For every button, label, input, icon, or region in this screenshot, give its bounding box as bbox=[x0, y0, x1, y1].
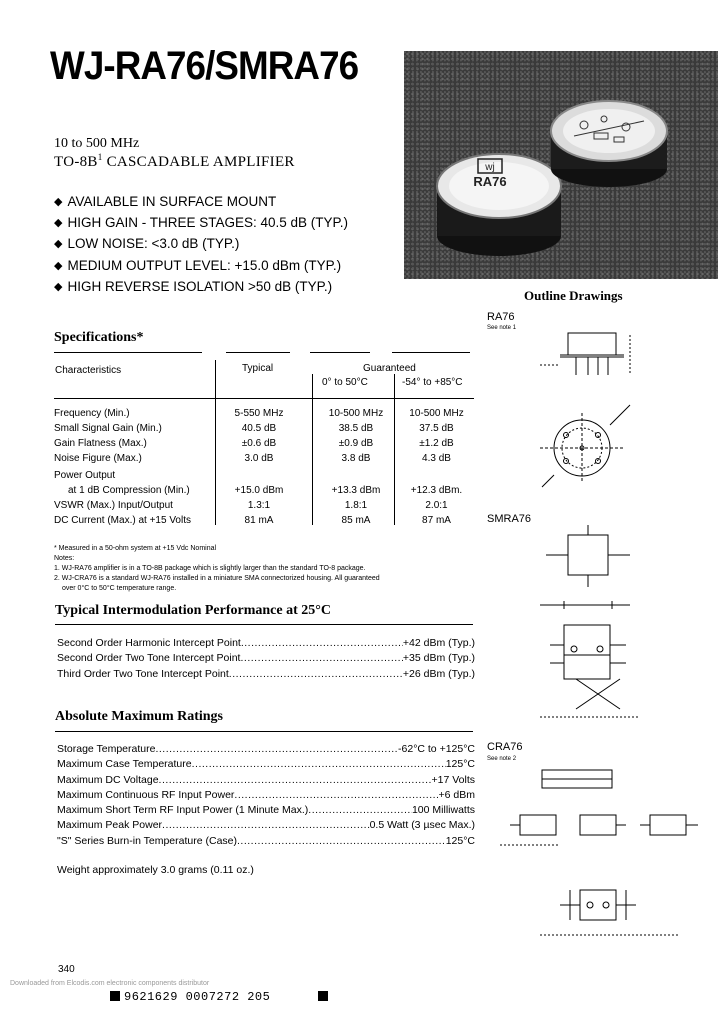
list-item: "S" Series Burn-in Temperature (Case) ..... 125°C bbox=[57, 834, 475, 849]
product-type: $TO-8B^1$ CASCADABLE AMPLIFIER bbox=[54, 152, 295, 170]
feature-item: ◆ MEDIUM OUTPUT LEVEL: +15.0 dBm (TYP.) bbox=[54, 256, 348, 277]
note-line: over 0°C to 50°C temperature range. bbox=[62, 585, 177, 592]
note-line: 2. WJ-CRA76 is a standard WJ-RA76 installed in a miniature SMA connectorized housing. All guaranteed bbox=[54, 575, 380, 582]
outline-drawings bbox=[480, 305, 716, 965]
divider bbox=[392, 352, 470, 353]
spec-table bbox=[54, 360, 474, 530]
list-item: Second Order Harmonic Intercept Point ..... +42 dBm (Typ.) bbox=[57, 636, 475, 651]
table-row: Frequency (Min.) 5-550 MHz 10-500 MHz 10-500 MHz bbox=[54, 408, 464, 419]
outline-heading: Outline Drawings bbox=[524, 288, 623, 303]
col-header-range2: -54° to +85°C bbox=[402, 377, 463, 388]
barcode-mark bbox=[318, 991, 328, 1001]
photo-ra-label: RA76 bbox=[473, 174, 507, 189]
divider bbox=[310, 352, 370, 353]
table-rule bbox=[54, 398, 474, 399]
frequency-range: 10 to 500 MHz bbox=[54, 136, 140, 151]
footer-credit: Downloaded from Elcodis.com electronic components distributor bbox=[10, 980, 210, 987]
absmax-heading: Absolute Maximum Ratings bbox=[55, 709, 224, 724]
intermod-heading: Typical Intermodulation Performance at 25°C bbox=[55, 603, 331, 618]
list-item: Second Order Two Tone Intercept Point ..... +35 dBm (Typ.) bbox=[57, 651, 475, 666]
table-row: Small Signal Gain (Min.) 40.5 dB 38.5 dB 37.5 dB bbox=[54, 423, 454, 434]
table-row: DC Current (Max.) at +15 Volts 81 mA 85 mA 87 mA bbox=[54, 515, 451, 526]
table-row: VSWR (Max.) Input/Output 1.3:1 1.8:1 2.0:1 bbox=[54, 500, 448, 511]
ra76-drawing-label: RA76 bbox=[487, 311, 515, 323]
product-photo-illustration bbox=[404, 51, 718, 279]
absmax-list bbox=[57, 742, 475, 849]
ra76-drawing-note: See note 1 bbox=[487, 325, 517, 331]
divider bbox=[55, 731, 473, 732]
note-line: 1. WJ-RA76 amplifier is in a TO-8B package which is slightly larger than the standard TO-8 package. bbox=[54, 565, 366, 572]
feature-item: ◆ LOW NOISE: <3.0 dB (TYP.) bbox=[54, 234, 348, 255]
cra76-drawing-label: CRA76 bbox=[487, 741, 523, 753]
list-item: Maximum Continuous RF Input Power ..... +6 dBm bbox=[57, 788, 475, 803]
product-photo bbox=[404, 51, 718, 279]
feature-item: ◆ HIGH REVERSE ISOLATION >50 dB (TYP.) bbox=[54, 277, 348, 298]
note-line: * Measured in a 50-ohm system at +15 Vdc Nominal bbox=[54, 545, 217, 552]
intermod-list bbox=[57, 636, 475, 682]
weight-note: Weight approximately 3.0 grams (0.11 oz.) bbox=[57, 864, 254, 876]
page-number: 340 bbox=[58, 964, 75, 975]
col-header-guaranteed: Guaranteed bbox=[363, 363, 416, 374]
barcode-mark bbox=[110, 991, 120, 1001]
list-item: Maximum DC Voltage ..... +17 Volts bbox=[57, 773, 475, 788]
list-item: Maximum Peak Power ..... 0.5 Watt (3 µsec Max.) bbox=[57, 818, 475, 833]
col-header-range1: 0° to 50°C bbox=[322, 377, 368, 388]
photo-wj-label: wj bbox=[485, 162, 495, 173]
cra76-drawing-note: See note 2 bbox=[487, 756, 517, 762]
spec-notes bbox=[54, 544, 424, 594]
feature-list bbox=[54, 192, 348, 298]
divider bbox=[54, 352, 202, 353]
table-row: Gain Flatness (Max.) ±0.6 dB ±0.9 dB ±1.2 dB bbox=[54, 438, 454, 449]
table-row: at 1 dB Compression (Min.) +15.0 dBm +13.3 dBm +12.3 dBm. bbox=[68, 485, 463, 496]
feature-item: ◆ HIGH GAIN - THREE STAGES: 40.5 dB (TYP.) bbox=[54, 213, 348, 234]
feature-item: ◆ AVAILABLE IN SURFACE MOUNT bbox=[54, 192, 348, 213]
list-item: Third Order Two Tone Intercept Point ..... +26 dBm (Typ.) bbox=[57, 667, 475, 682]
col-header-typical: Typical bbox=[242, 363, 274, 374]
smra76-drawing-label: SMRA76 bbox=[487, 513, 532, 525]
table-row: Noise Figure (Max.) 3.0 dB 3.8 dB 4.3 dB bbox=[54, 453, 451, 464]
list-item: Maximum Short Term RF Input Power (1 Minute Max.) ..... 100 Milliwatts bbox=[57, 803, 475, 818]
col-header-characteristics: Characteristics bbox=[55, 365, 122, 376]
divider bbox=[55, 624, 473, 625]
list-item: Maximum Case Temperature ..... 125°C bbox=[57, 757, 475, 772]
table-row: Power Output bbox=[54, 470, 116, 481]
specifications-heading: Specifications* bbox=[54, 330, 144, 345]
note-line: Notes: bbox=[54, 555, 75, 562]
list-item: Storage Temperature ..... -62°C to +125°C bbox=[57, 742, 475, 757]
page-title: WJ-RA76/SMRA76 bbox=[50, 44, 359, 88]
divider bbox=[226, 352, 290, 353]
barcode-text: 9621629 0007272 205 bbox=[124, 990, 271, 1004]
